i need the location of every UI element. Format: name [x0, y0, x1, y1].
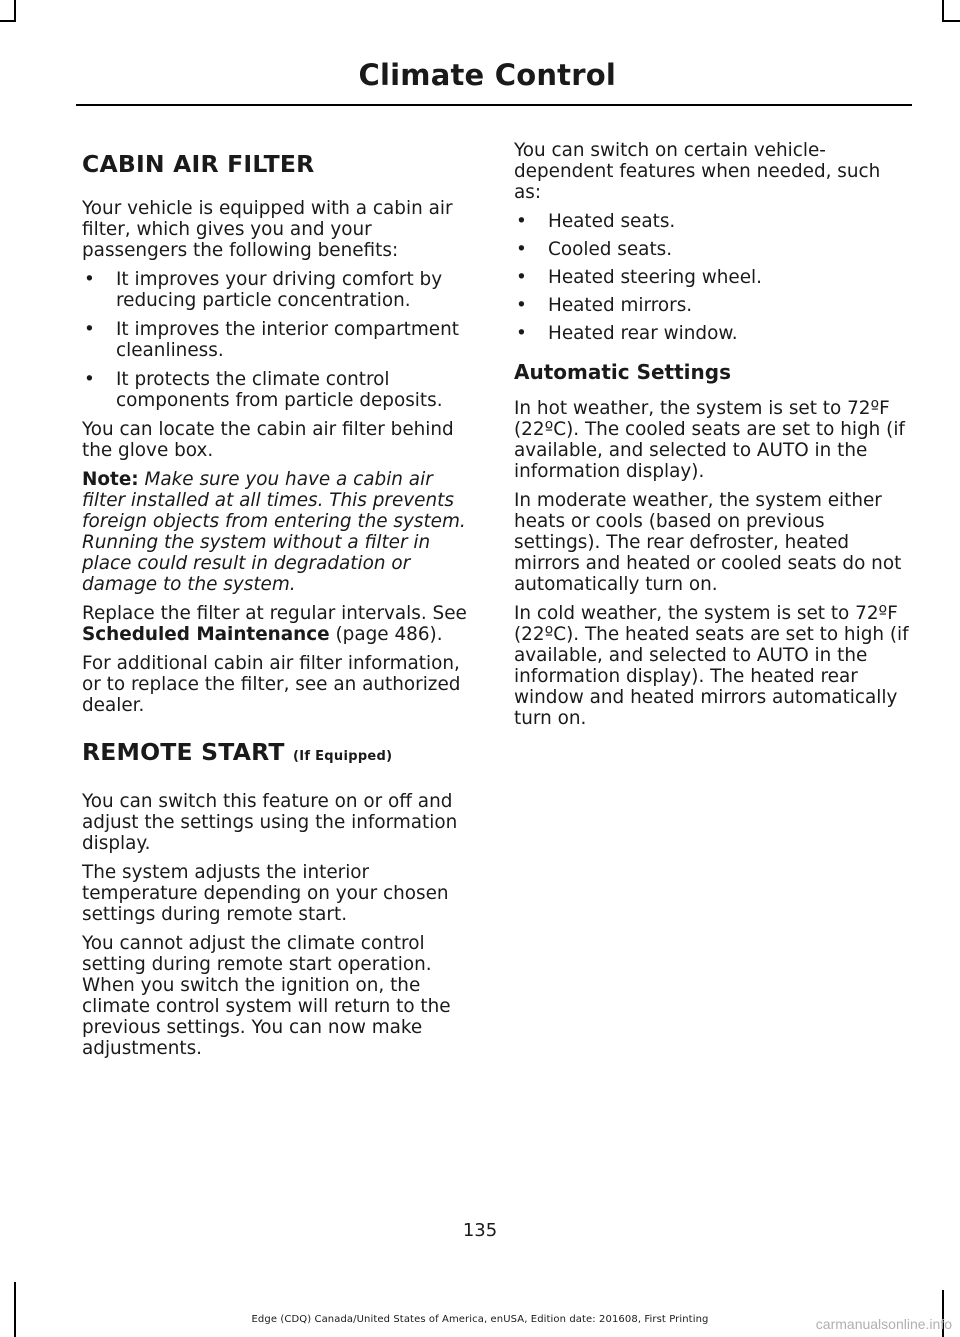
- cabin-intro: Your vehicle is equipped with a cabin air filter, which gives you and your passengers the following benefits:: [82, 198, 453, 261]
- moderate-weather-paragraph: In moderate weather, the system either heats or cools (based on previous settings). The rear defroster, heated mirrors and heated or cooled seats do not automatically turn on.: [514, 490, 902, 595]
- left-column: [82, 140, 478, 1067]
- hot-weather-paragraph: In hot weather, the system is set to 72ºF (22ºC). The cooled seats are set to high (if available, and selected to AUTO in the information display).: [514, 398, 905, 482]
- header-rule: [76, 104, 912, 106]
- crop-mark: [0, 20, 16, 22]
- list-item: • Heated steering wheel.: [514, 267, 912, 288]
- page-number: 135: [462, 1220, 498, 1241]
- cabin-air-filter-heading: CABIN AIR FILTER: [82, 150, 315, 178]
- page-reference: (page 486).: [329, 624, 443, 645]
- list-item: • Heated seats.: [514, 211, 912, 232]
- watermark: carmanualsonline.info: [815, 1316, 952, 1332]
- crop-mark: [942, 20, 960, 22]
- list-item: • Cooled seats.: [514, 239, 912, 260]
- crop-mark: [14, 1282, 16, 1337]
- edition-footer: Edge (CDQ) Canada/United States of America, enUSA, Edition date: 201608, First Printing: [251, 1314, 709, 1325]
- if-equipped-label: (If Equipped): [292, 749, 393, 764]
- note-paragraph: [82, 469, 478, 595]
- locate-paragraph: You can locate the cabin air filter behind the glove box.: [82, 419, 454, 461]
- remote-paragraph: You can switch this feature on or off and adjust the settings using the information display.: [82, 791, 458, 854]
- additional-info: For additional cabin air filter information, or to replace the filter, see an authorized dealer.: [82, 653, 461, 716]
- page-title: Climate Control: [358, 58, 616, 92]
- list-item: • Heated mirrors.: [514, 295, 912, 316]
- automatic-settings-heading: Automatic Settings: [514, 360, 731, 384]
- list-item: • It improves the interior compartment cleanliness.: [82, 319, 478, 361]
- features-intro: You can switch on certain vehicle-dependent features when needed, such as:: [514, 140, 881, 203]
- note-text: Make sure you have a cabin air filter installed at all times. This prevents foreign objects from entering the system. Running the system without a filter in place could result in degradation or damage to the system.: [82, 469, 466, 595]
- benefits-list: [82, 269, 478, 411]
- scheduled-maintenance-link[interactable]: Scheduled Maintenance: [82, 624, 330, 645]
- crop-mark: [14, 0, 16, 22]
- remote-paragraph: The system adjusts the interior temperature depending on your chosen settings during remote start.: [82, 862, 449, 925]
- replace-text: Replace the filter at regular intervals. See: [82, 603, 467, 624]
- right-column: [514, 140, 912, 737]
- note-label: Note:: [82, 469, 139, 490]
- remote-paragraph: You cannot adjust the climate control setting during remote start operation. When you switch the ignition on, the climate control system will return to the previous settings. You can now make adjustments.: [82, 933, 451, 1059]
- list-item: • It improves your driving comfort by reducing particle concentration.: [82, 269, 478, 311]
- features-list: [514, 211, 912, 344]
- crop-mark: [942, 0, 944, 22]
- remote-start-title: REMOTE START: [82, 738, 285, 766]
- replace-paragraph: [82, 603, 478, 645]
- remote-start-heading: [82, 738, 478, 771]
- list-item: • Heated rear window.: [514, 323, 912, 344]
- cold-weather-paragraph: In cold weather, the system is set to 72ºF (22ºC). The heated seats are set to high (if available, and selected to AUTO in the information display). The heated rear window and heated mirrors automatically turn on.: [514, 603, 909, 729]
- list-item: • It protects the climate control components from particle deposits.: [82, 369, 478, 411]
